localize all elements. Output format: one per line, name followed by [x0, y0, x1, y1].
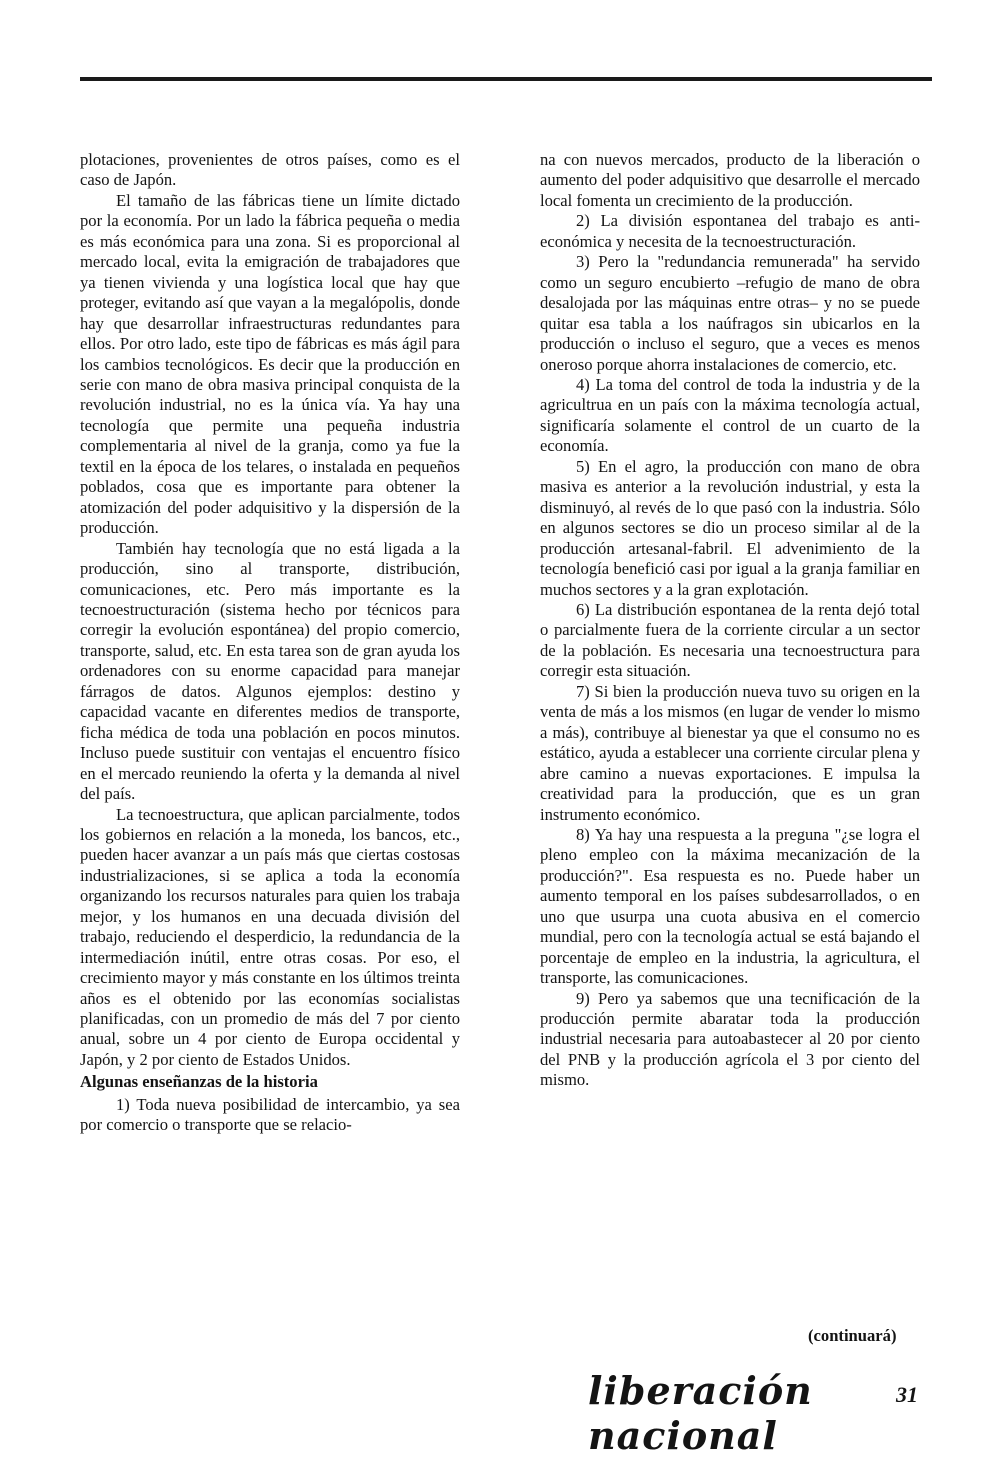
paragraph: 6) La distribución espontanea de la renta dejó total o parcialmente fuera de la corriente circular a un sector de la población. Es necesaria una tecnoestructura para corregir esta situación.	[540, 599, 920, 681]
continued-note: (continuará)	[808, 1326, 897, 1345]
paragraph: 4) La toma del control de toda la industria y de la agricultrua en un país con la máxima tecnología actual, significaría solamente el control de un cuarto de la economía.	[540, 374, 920, 456]
publication-logo: liberación nacional	[588, 1368, 813, 1458]
paragraph: 5) En el agro, la producción con mano de obra masiva es anterior a la revolución industrial, y esta la disminuyó, al revés de lo que pasó con la industria. Sólo en algunos sectores se dio un proceso similar al de la producción artesanal-fabril. El advenimiento de la tecnología benefició casi por igual a la granja familiar en muchos sectores y a la gran explotación.	[540, 456, 920, 599]
page-footer	[588, 1368, 938, 1458]
right-column	[540, 150, 920, 1091]
paragraph: El tamaño de las fábricas tiene un límite dictado por la economía. Por un lado la fábrica pequeña o media es más económica para una zona. Si es proporcional al mercado local, evita la emigración de trabajadores que ya tienen vivienda y una logística local que hay que proteger, evitando así que vayan a la megalópolis, donde hay que desarrollar infraestructuras redundantes para ellos. Por otro lado, este tipo de fábricas es más ágil para los cambios tecnológicos. Es decir que la producción en serie con mano de obra masiva principal conquista de la revolución industrial, no es la única vía. Ya hay una tecnología que permite una pequeña industria complementaria al nivel de la granja, como ya fue la textil en la época de los telares, o instalada en pequeños poblados, cosa que es importante para obtener la atomización del poder adquisitivo y la dispersión de la producción.	[80, 190, 460, 538]
paragraph: 8) Ya hay una respuesta a la preguna "¿se logra el pleno empleo con la máxima mecanización de la producción?". Esa respuesta es no. Puede haber un aumento temporal en los países subdesarrollados, o en uno que usurpa una cuota abusiva en el comercio mundial, pero con la tecnología actual se está bajando el porcentaje de empleo en la industria, la agricultura, el transporte, las comunicaciones.	[540, 824, 920, 988]
page-number: 31	[896, 1382, 918, 1407]
paragraph: La tecnoestructura, que aplican parcialmente, todos los gobiernos en relación a la moneda, los bancos, etc., pueden hacer avanzar a un país más que ciertas costosas industrializaciones, si se aplica a toda la economía organizando los recursos naturales para quien los trabaja mejor, y los humanos en una decuada división del trabajo, reduciendo el desperdicio, la redundancia de la intermediación inútil, entre otras cosas. Por eso, el crecimiento mayor y más constante en los últimos treinta años es el obtenido por las economías socialistas planificadas, con un promedio de más del 7 por ciento anual, sobre un 4 por ciento de Europa occidental y Japón, y 2 por ciento de Estados Unidos.	[80, 804, 460, 1069]
paragraph: 2) La división espontanea del trabajo es anti-económica y necesita de la tecnoestructuración.	[540, 211, 920, 251]
paragraph: 7) Si bien la producción nueva tuvo su origen en la venta de más a los mismos (en lugar de vender lo mismo a más), contribuye al bienestar ya que el consumo no es estático, ayuda a establecer una corriente circular plena y abre camino a nuevas exportaciones. E impulsa la creatividad para la producción, que es un gran instrumento económico.	[540, 681, 920, 824]
paragraph: También hay tecnología que no está ligada a la producción, sino al transporte, distribución, comunicaciones, etc. Pero más importante es la tecnoestructuración (sistema hecho por técnicos para corregir la evolución espontánea) del propio comercio, transporte, salud, etc. En esta tarea son de gran ayuda los ordenadores con su enorme capacidad para manejar fárragos de datos. Algunos ejemplos: destino y capacidad vacante en diferentes medios de transporte, ficha médica de toda una población en pocos minutos. Incluso puede sustituir con ventajas el encuentro físico en el mercado reuniendo la oferta y la demanda al nivel del país.	[80, 538, 460, 804]
paragraph: 1) Toda nueva posibilidad de intercambio, ya sea por comercio o transporte que se relacio-	[80, 1094, 460, 1135]
paragraph: 3) Pero la "redundancia remunerada" ha servido como un seguro encubierto –refugio de mano de obra desalojada por las máquinas entre otras– y no se puede quitar esa tabla a los naúfragos sin ubicarlos en la producción o incluso el seguro, que a veces es menos oneroso porque ahorra instalaciones de comercio, etc.	[540, 252, 920, 374]
left-column	[80, 150, 460, 1136]
paragraph: na con nuevos mercados, producto de la liberación o aumento del poder adquisitivo que desarrolle el mercado local fomenta un crecimiento de la producción.	[540, 150, 920, 210]
paragraph: 9) Pero ya sabemos que una tecnificación de la producción permite abaratar toda la producción industrial necesaria para autoabastecer al 20 por ciento del PNB y la producción agrícola el 3 por ciento del mismo.	[540, 988, 920, 1090]
top-rule	[80, 77, 932, 81]
paragraph: plotaciones, provenientes de otros países, como es el caso de Japón.	[80, 150, 460, 190]
section-heading: Algunas enseñanzas de la historia	[80, 1072, 318, 1092]
